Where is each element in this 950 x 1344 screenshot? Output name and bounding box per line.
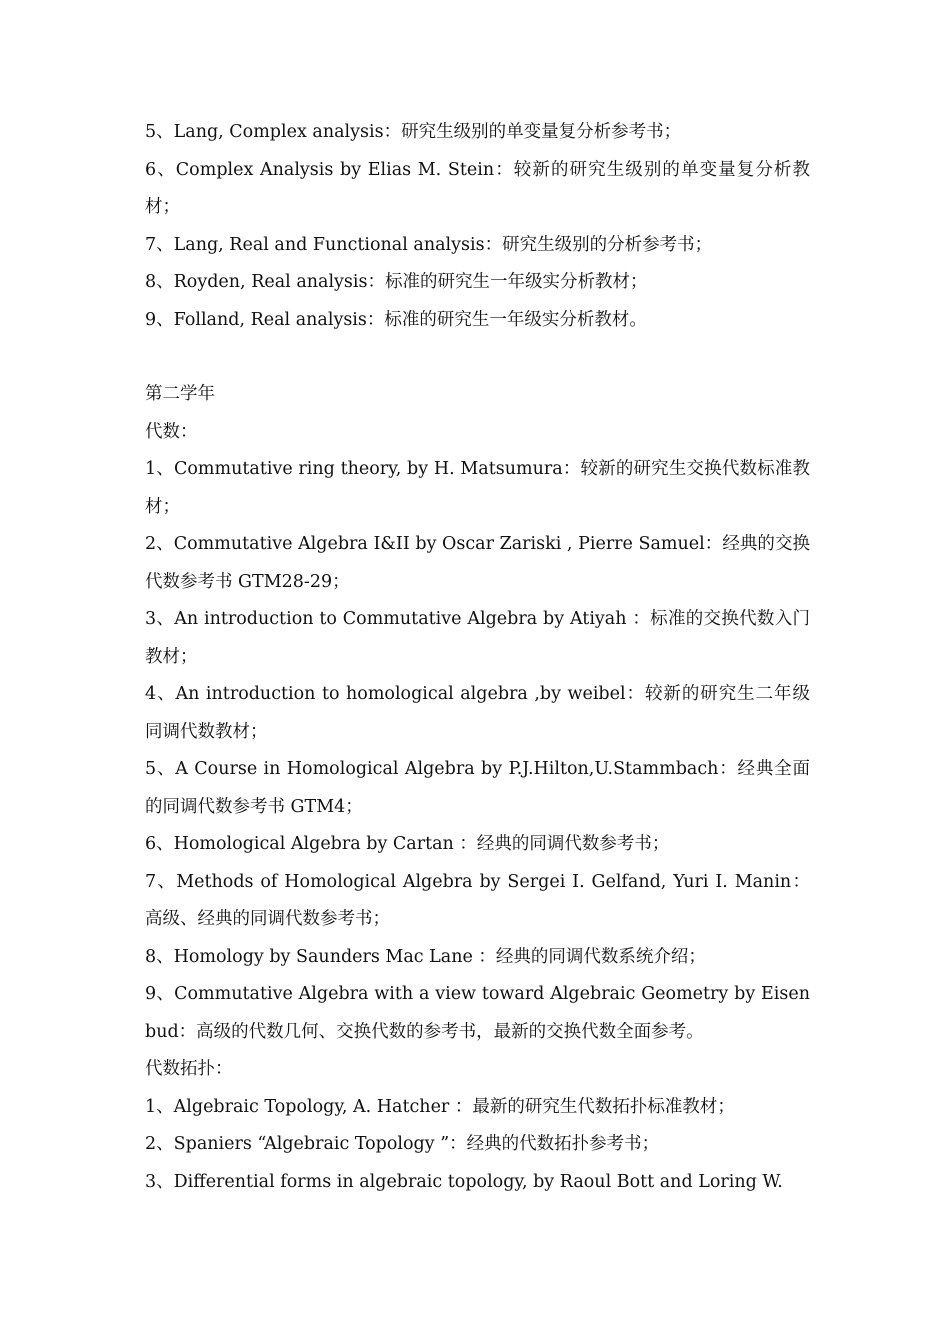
book-item: 7、Lang, Real and Functional analysis：研究生级别的分析参考书； [145, 234, 713, 255]
book-item: 7、Methods of Homological Algebra by Sergei I. Gelfand, Yuri I. Manin：高级、经典的同调代数参考书； [145, 871, 810, 929]
book-item: 3、Differential forms in algebraic topology, by Raoul Bott and Loring W. [145, 1171, 783, 1192]
book-item: 1、Commutative ring theory, by H. Matsumura：较新的研究生交换代数标准教材； [145, 459, 810, 517]
book-item: 6、Complex Analysis by Elias M. Stein：较新的研究生级别的单变量复分析教材； [145, 159, 810, 217]
book-item: 5、A Course in Homological Algebra by P.J.Hilton,U.Stammbach：经典全面的同调代数参考书 GTM4； [145, 759, 810, 817]
book-item: 6、Homological Algebra by Cartan ：经典的同调代数参考书； [145, 834, 670, 854]
book-item: 3、An introduction to Commutative Algebra by Atiyah ：标准的交换代数入门教材； [145, 609, 810, 667]
book-item: 8、Royden, Real analysis：标准的研究生一年级实分析教材； [145, 272, 648, 292]
book-item: 9、Folland, Real analysis：标准的研究生一年级实分析教材。 [145, 309, 647, 330]
book-item: 4、An introduction to homological algebra ,by weibel：较新的研究生二年级同调代数教材； [145, 684, 810, 742]
topology-heading: 代数拓扑： [145, 1059, 233, 1079]
book-item: 2、Spaniers “Algebraic Topology ”：经典的代数拓扑参考书； [145, 1134, 660, 1154]
year-heading: 第二学年 [145, 384, 215, 404]
book-item: 1、Algebraic Topology, A. Hatcher ：最新的研究生代数拓扑标准教材； [145, 1096, 735, 1117]
book-item: 5、Lang, Complex analysis：研究生级别的单变量复分析参考书； [145, 122, 682, 142]
document-body [145, 114, 810, 1201]
book-item: 2、Commutative Algebra I&II by Oscar Zariski , Pierre Samuel：经典的交换代数参考书 GTM28-29； [145, 534, 810, 592]
book-item: 8、Homology by Saunders Mac Lane ：经典的同调代数系统介绍； [145, 946, 706, 967]
algebra-heading: 代数： [145, 421, 198, 442]
book-item: 9、Commutative Algebra with a view toward Algebraic Geometry by Eisenbud：高级的代数几何、交换代数的参考书，最新的交换代数全面参考。 [145, 984, 810, 1042]
